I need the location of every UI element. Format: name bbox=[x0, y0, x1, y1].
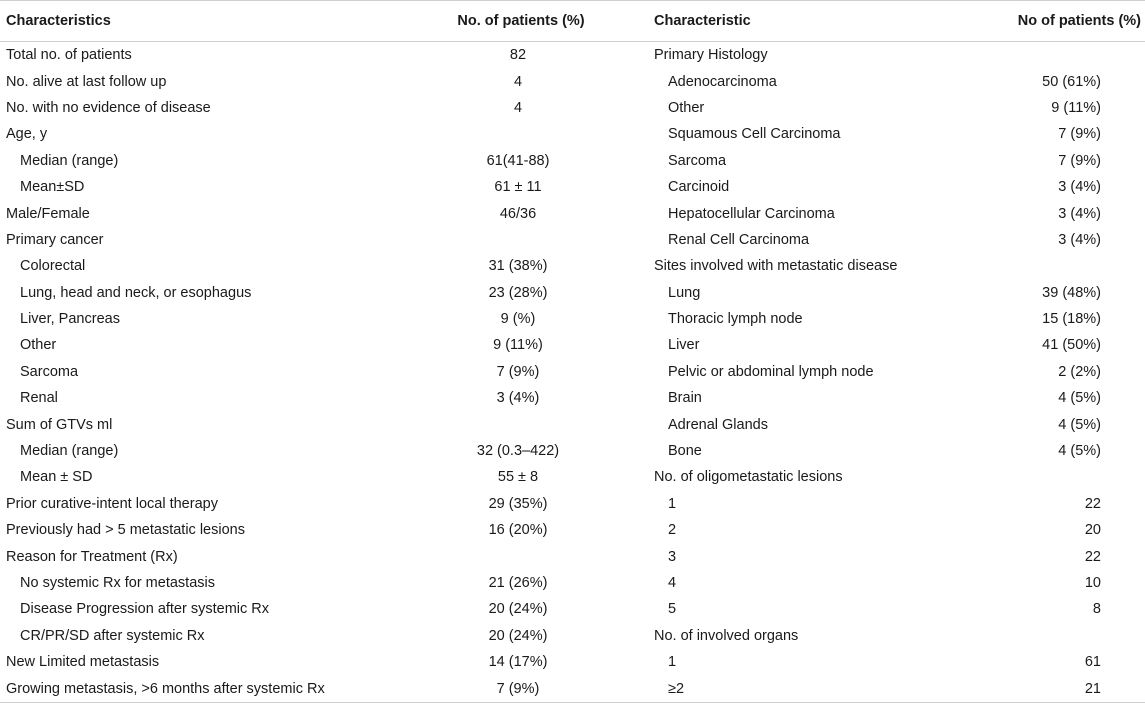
row-label-left: Total no. of patients bbox=[6, 47, 132, 64]
row-label-right: Bone bbox=[668, 443, 702, 460]
row-label-right: Thoracic lymph node bbox=[668, 311, 803, 328]
row-label-left: Median (range) bbox=[20, 443, 119, 460]
row-label-right: Other bbox=[668, 99, 705, 116]
row-value-left bbox=[388, 411, 648, 437]
row-value-right bbox=[978, 464, 1145, 490]
row-value-right: 3 (4%) bbox=[1058, 205, 1101, 222]
row-label-right: 5 bbox=[668, 601, 677, 618]
row-label-left: Prior curative-intent local therapy bbox=[6, 495, 218, 512]
row-value-right bbox=[978, 253, 1145, 279]
row-value-left bbox=[388, 121, 648, 147]
table-row bbox=[0, 42, 1145, 69]
table-row bbox=[0, 148, 1145, 174]
row-value-right: 15 (18%) bbox=[1042, 311, 1101, 328]
row-label-left: Age, y bbox=[6, 126, 48, 143]
row-label-left: Median (range) bbox=[20, 152, 119, 169]
table-row bbox=[0, 95, 1145, 121]
table-row bbox=[0, 491, 1145, 517]
row-label-left: Renal bbox=[20, 390, 58, 407]
row-value-right: 22 bbox=[1084, 548, 1101, 565]
row-label-right: Sites involved with metastatic disease bbox=[654, 258, 898, 275]
table-row bbox=[0, 306, 1145, 332]
row-value-right: 41 (50%) bbox=[1042, 337, 1101, 354]
row-value-right: 20 bbox=[1084, 522, 1101, 539]
table-row bbox=[0, 464, 1145, 490]
row-value-right: 3 (4%) bbox=[1058, 179, 1101, 196]
header-no-of-patients-right: No of patients (%) bbox=[978, 1, 1145, 42]
row-label-left: Mean ± SD bbox=[20, 469, 93, 486]
row-value-right: 7 (9%) bbox=[1058, 152, 1101, 169]
table-row bbox=[0, 385, 1145, 411]
row-label-right: No. of involved organs bbox=[654, 627, 799, 644]
table-row bbox=[0, 253, 1145, 279]
row-label-left: No. alive at last follow up bbox=[6, 73, 167, 90]
row-label-left: No. with no evidence of disease bbox=[6, 99, 211, 116]
header-characteristics: Characteristics bbox=[0, 1, 388, 42]
row-value-left: 14 (17%) bbox=[488, 654, 548, 671]
row-value-left: 31 (38%) bbox=[488, 258, 548, 275]
row-value-left: 9 (11%) bbox=[493, 337, 543, 354]
table-row bbox=[0, 570, 1145, 596]
row-label-left: No systemic Rx for metastasis bbox=[20, 575, 215, 591]
row-value-left bbox=[388, 227, 648, 253]
row-label-right: Adrenal Glands bbox=[668, 416, 768, 433]
row-value-left: 55 ± 8 bbox=[497, 469, 539, 486]
table-row bbox=[0, 227, 1145, 253]
table-row bbox=[0, 359, 1145, 385]
row-label-left: Growing metastasis, >6 months after systemic Rx bbox=[0, 675, 388, 702]
row-label-right: 3 bbox=[668, 548, 677, 565]
row-value-right: 4 (5%) bbox=[1058, 390, 1101, 407]
row-label-left: CR/PR/SD after systemic Rx bbox=[20, 627, 205, 644]
row-label-right: No. of oligometastatic lesions bbox=[654, 469, 843, 486]
row-label-left: Disease Progression after systemic Rx bbox=[20, 601, 269, 618]
table-body bbox=[0, 42, 1145, 703]
row-label-left: Sarcoma bbox=[20, 363, 79, 380]
row-value-left: 7 (9%) bbox=[388, 675, 648, 702]
row-value-right: 8 bbox=[1092, 601, 1101, 618]
row-value-left: 4 bbox=[513, 73, 523, 90]
row-label-right: 1 bbox=[668, 654, 677, 671]
row-label-right: Carcinoid bbox=[668, 179, 730, 196]
row-value-right: 10 bbox=[1084, 575, 1101, 591]
row-value-right: 50 (61%) bbox=[1042, 73, 1101, 90]
row-label-left: Mean±SD bbox=[20, 179, 85, 196]
row-label-right: Pelvic or abdominal lymph node bbox=[668, 363, 874, 380]
row-value-right: 2 (2%) bbox=[1058, 363, 1101, 380]
table-row bbox=[0, 517, 1145, 543]
row-label-right: 2 bbox=[668, 522, 677, 539]
row-label-right: Squamous Cell Carcinoma bbox=[668, 126, 841, 143]
row-label-left: Colorectal bbox=[20, 258, 86, 275]
row-value-right bbox=[978, 42, 1145, 69]
row-value-right bbox=[978, 623, 1145, 649]
row-value-right: 4 (5%) bbox=[1058, 443, 1101, 460]
row-label-left: Other bbox=[20, 337, 57, 354]
header-no-of-patients: No. of patients (%) bbox=[388, 1, 648, 42]
row-label-right: Lung bbox=[668, 284, 701, 301]
row-value-left: 61 ± 11 bbox=[494, 179, 542, 196]
row-value-left: 20 (24%) bbox=[488, 627, 548, 644]
table-row bbox=[0, 675, 1145, 702]
table-row bbox=[0, 200, 1145, 226]
table-row bbox=[0, 332, 1145, 358]
table-row bbox=[0, 649, 1145, 675]
row-label-right: Primary Histology bbox=[654, 47, 768, 64]
row-value-left: 9 (%) bbox=[500, 311, 536, 328]
row-value-right: 3 (4%) bbox=[1058, 231, 1101, 248]
row-label-right: Adenocarcinoma bbox=[668, 73, 777, 90]
row-label-right: 1 bbox=[668, 495, 677, 512]
row-label-right: Renal Cell Carcinoma bbox=[668, 231, 810, 248]
row-label-left: Reason for Treatment (Rx) bbox=[6, 548, 178, 565]
row-value-left: 46/36 bbox=[499, 205, 537, 222]
header-characteristic: Characteristic bbox=[648, 1, 978, 42]
table-row bbox=[0, 174, 1145, 200]
row-label-right: Hepatocellular Carcinoma bbox=[668, 205, 835, 222]
table-row bbox=[0, 596, 1145, 622]
row-label-right: 4 bbox=[668, 575, 677, 591]
row-value-right: 21 bbox=[978, 675, 1145, 702]
row-value-left: 32 (0.3–422) bbox=[476, 443, 560, 460]
header-row bbox=[0, 1, 1145, 42]
row-value-right: 39 (48%) bbox=[1042, 284, 1101, 301]
table-row bbox=[0, 623, 1145, 649]
row-value-left: 61(41-88) bbox=[486, 152, 550, 169]
row-value-right: 9 (11%) bbox=[1051, 99, 1101, 116]
row-label-right: Brain bbox=[668, 390, 702, 407]
row-value-left: 16 (20%) bbox=[488, 522, 548, 539]
row-label-right: ≥2 bbox=[648, 675, 978, 702]
row-label-right: Sarcoma bbox=[668, 152, 727, 169]
row-value-left: 4 bbox=[513, 99, 523, 116]
row-value-left bbox=[388, 543, 648, 569]
row-value-left: 29 (35%) bbox=[488, 495, 548, 512]
row-value-left: 3 (4%) bbox=[496, 390, 540, 407]
row-value-left: 7 (9%) bbox=[496, 363, 540, 380]
row-value-right: 22 bbox=[1084, 495, 1101, 512]
table-row bbox=[0, 543, 1145, 569]
row-label-right: Liver bbox=[668, 337, 700, 354]
row-value-left: 21 (26%) bbox=[488, 575, 548, 591]
table-row bbox=[0, 438, 1145, 464]
table-row bbox=[0, 68, 1145, 94]
row-label-left: Lung, head and neck, or esophagus bbox=[20, 284, 252, 301]
row-label-left: Liver, Pancreas bbox=[20, 311, 120, 328]
row-label-left: New Limited metastasis bbox=[6, 654, 160, 671]
row-label-left: Sum of GTVs ml bbox=[6, 416, 113, 433]
table-row bbox=[0, 280, 1145, 306]
row-label-left: Primary cancer bbox=[6, 231, 104, 248]
row-value-right: 61 bbox=[1084, 654, 1101, 671]
row-value-right: 4 (5%) bbox=[1058, 416, 1101, 433]
row-value-left: 20 (24%) bbox=[488, 601, 548, 618]
table-row bbox=[0, 411, 1145, 437]
row-label-left: Previously had > 5 metastatic lesions bbox=[6, 522, 245, 539]
row-label-left: Male/Female bbox=[6, 205, 90, 222]
row-value-left: 82 bbox=[509, 47, 527, 64]
row-value-left: 23 (28%) bbox=[488, 284, 548, 301]
table-row bbox=[0, 121, 1145, 147]
row-value-right: 7 (9%) bbox=[1058, 126, 1101, 143]
